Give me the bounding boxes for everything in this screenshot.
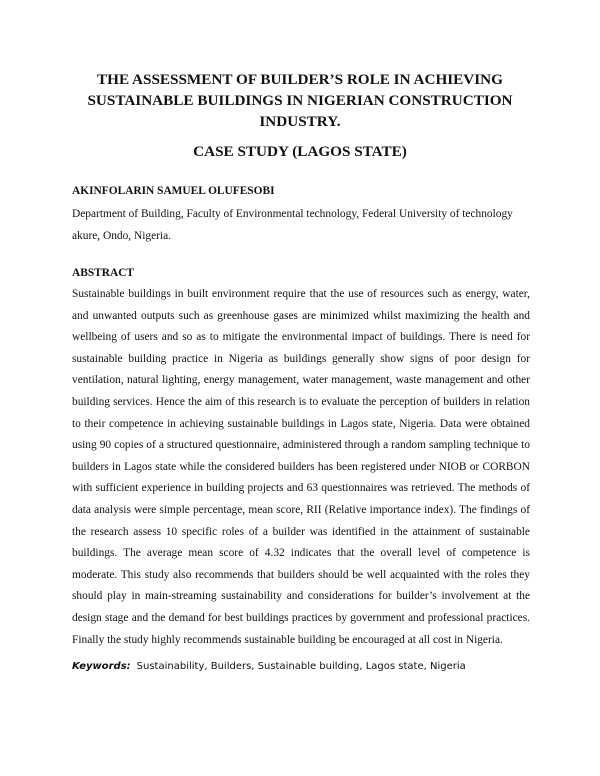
keywords-line <box>72 659 466 675</box>
keywords-label: Keywords: <box>72 661 131 672</box>
author-name: AKINFOLARIN SAMUEL OLUFESOBI <box>72 185 275 197</box>
author-affiliation: Department of Building, Faculty of Environmental technology, Federal University of technology akure, Ondo, Nigeria. <box>72 208 513 242</box>
abstract-text: Sustainable buildings in built environment require that the use of resources such as energy, water, and unwanted outputs such as greenhouse gases are minimized whilst maximizing the health and wellbeing of users and so as to mitigate the environmental impact of buildings. There is need for sustainable building practice in Nigeria as buildings generally show signs of poor design for ventilation, natural lighting, energy management, water management, waste management and other building services. Hence the aim of this research is to evaluate the perception of builders in relation to their competence in achieving sustainable buildings in Lagos state, Nigeria. Data were obtained using 90 copies of a structured questionnaire, administered through a random sampling technique to builders in Lagos state while the considered builders has been registered under NIOB or CORBON with sufficient experience in building projects and 63 questionnaires was retrieved. The methods of data analysis were simple percentage, mean score, RII (Relative importance index). The findings of the research assess 10 specific roles of a builder was identified in the attainment of sustainable buildings. The average mean score of 4.32 indicates that the overall level of competence is moderate. This study also recommends that builders should be well acquainted with the roles they should play in main-streaming sustainability and considerations for builder’s involvement at the design stage and the demand for best buildings practices by government and professional practices. Finally the study highly recommends sustainable building be encouraged at all cost in Nigeria. <box>72 288 530 646</box>
abstract-heading: ABSTRACT <box>72 267 135 279</box>
paper-title: THE ASSESSMENT OF BUILDER’S ROLE IN ACHIEVING SUSTAINABLE BUILDINGS IN NIGERIAN CONSTRUCTION INDUSTRY. <box>87 71 513 130</box>
keywords-list: Sustainability, Builders, Sustainable building, Lagos state, Nigeria <box>136 661 466 672</box>
paper-subtitle: CASE STUDY (LAGOS STATE) <box>193 143 407 160</box>
